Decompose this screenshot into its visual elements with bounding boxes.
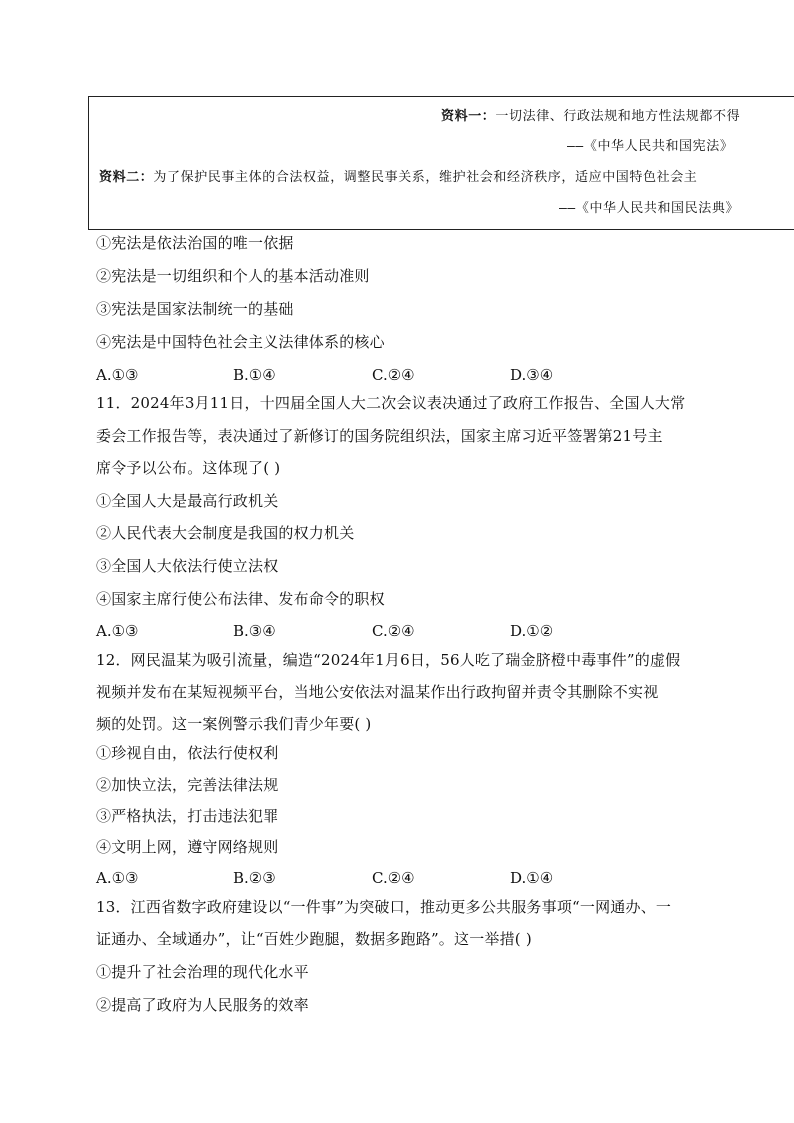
q12-statement-1: ①珍视自由，依法行使权利 xyxy=(96,744,279,762)
material-two-line xyxy=(99,166,697,185)
material-two-source: ——《中华人民共和国民法典》 xyxy=(559,201,740,216)
q10-statement-3: ③宪法是国家法制统一的基础 xyxy=(96,300,294,318)
q12-options xyxy=(96,868,696,888)
q12-stem-line-1: 12．网民温某为吸引流量，编造“2024年1月6日，56人吃了瑞金脐橙中毒事件”的虚假 xyxy=(96,651,681,669)
material-two-text: 为了保护民事主体的合法权益，调整民事关系，维护社会和经济秩序，适应中国特色社会主 xyxy=(153,170,698,185)
q12-option-b[interactable]: B.②③ xyxy=(233,869,276,887)
q13-stem-line-1: 13．江西省数字政府建设以“一件事”为突破口，推动更多公共服务事项“一网通办、一 xyxy=(96,898,672,916)
material-two-tag: 资料二： xyxy=(99,170,154,185)
q10-option-b[interactable]: B.①④ xyxy=(233,366,276,384)
q11-option-a[interactable]: A.①③ xyxy=(96,622,139,640)
q11-stem-line-3: 席令予以公布。这体现了( ) xyxy=(96,459,281,477)
q10-statement-4: ④宪法是中国特色社会主义法律体系的核心 xyxy=(96,333,385,351)
material-one-tag: 资料一： xyxy=(441,109,496,124)
q11-option-c[interactable]: C.②④ xyxy=(372,622,415,640)
material-one-line xyxy=(441,105,740,124)
q11-option-b[interactable]: B.③④ xyxy=(233,622,276,640)
q11-statement-4: ④国家主席行使公布法律、发布命令的职权 xyxy=(96,590,385,608)
material-one-text: 一切法律、行政法规和地方性法规都不得 xyxy=(495,109,741,124)
q10-options xyxy=(96,365,696,385)
q12-option-c[interactable]: C.②④ xyxy=(372,869,415,887)
q12-statement-4: ④文明上网，遵守网络规则 xyxy=(96,838,279,856)
material-one-source: ——《中华人民共和国宪法》 xyxy=(567,139,734,154)
q11-statement-2: ②人民代表大会制度是我国的权力机关 xyxy=(96,524,355,542)
q13-stem-line-2: 证通办、全域通办”，让“百姓少跑腿，数据多跑路”。这一举措( ) xyxy=(96,930,532,948)
q10-option-c[interactable]: C.②④ xyxy=(372,366,415,384)
q10-statement-1: ①宪法是依法治国的唯一依据 xyxy=(96,234,294,252)
q12-stem-line-3: 频的处罚。这一案例警示我们青少年要( ) xyxy=(96,715,372,733)
q11-stem-line-2: 委会工作报告等，表决通过了新修订的国务院组织法，国家主席习近平签署第21号主 xyxy=(96,427,663,445)
q11-options xyxy=(96,621,696,641)
q11-stem-line-1: 11．2024年3月11日，十四届全国人大二次会议表决通过了政府工作报告、全国人大常 xyxy=(96,394,686,412)
q13-statement-1: ①提升了社会治理的现代化水平 xyxy=(96,963,309,981)
q10-option-a[interactable]: A.①③ xyxy=(96,366,139,384)
q10-option-d[interactable]: D.③④ xyxy=(510,366,554,384)
q12-option-d[interactable]: D.①④ xyxy=(510,869,554,887)
q12-statement-2: ②加快立法，完善法律法规 xyxy=(96,776,279,794)
q10-statement-2: ②宪法是一切组织和个人的基本活动准则 xyxy=(96,267,370,285)
material-box xyxy=(88,96,794,230)
q12-option-a[interactable]: A.①③ xyxy=(96,869,139,887)
q12-stem-line-2: 视频并发布在某短视频平台，当地公安依法对温某作出行政拘留并责令其删除不实视 xyxy=(96,683,659,701)
q11-statement-1: ①全国人大是最高行政机关 xyxy=(96,492,279,510)
q12-statement-3: ③严格执法，打击违法犯罪 xyxy=(96,807,279,825)
q11-statement-3: ③全国人大依法行使立法权 xyxy=(96,557,279,575)
q13-statement-2: ②提高了政府为人民服务的效率 xyxy=(96,996,309,1014)
q11-option-d[interactable]: D.①② xyxy=(510,622,554,640)
